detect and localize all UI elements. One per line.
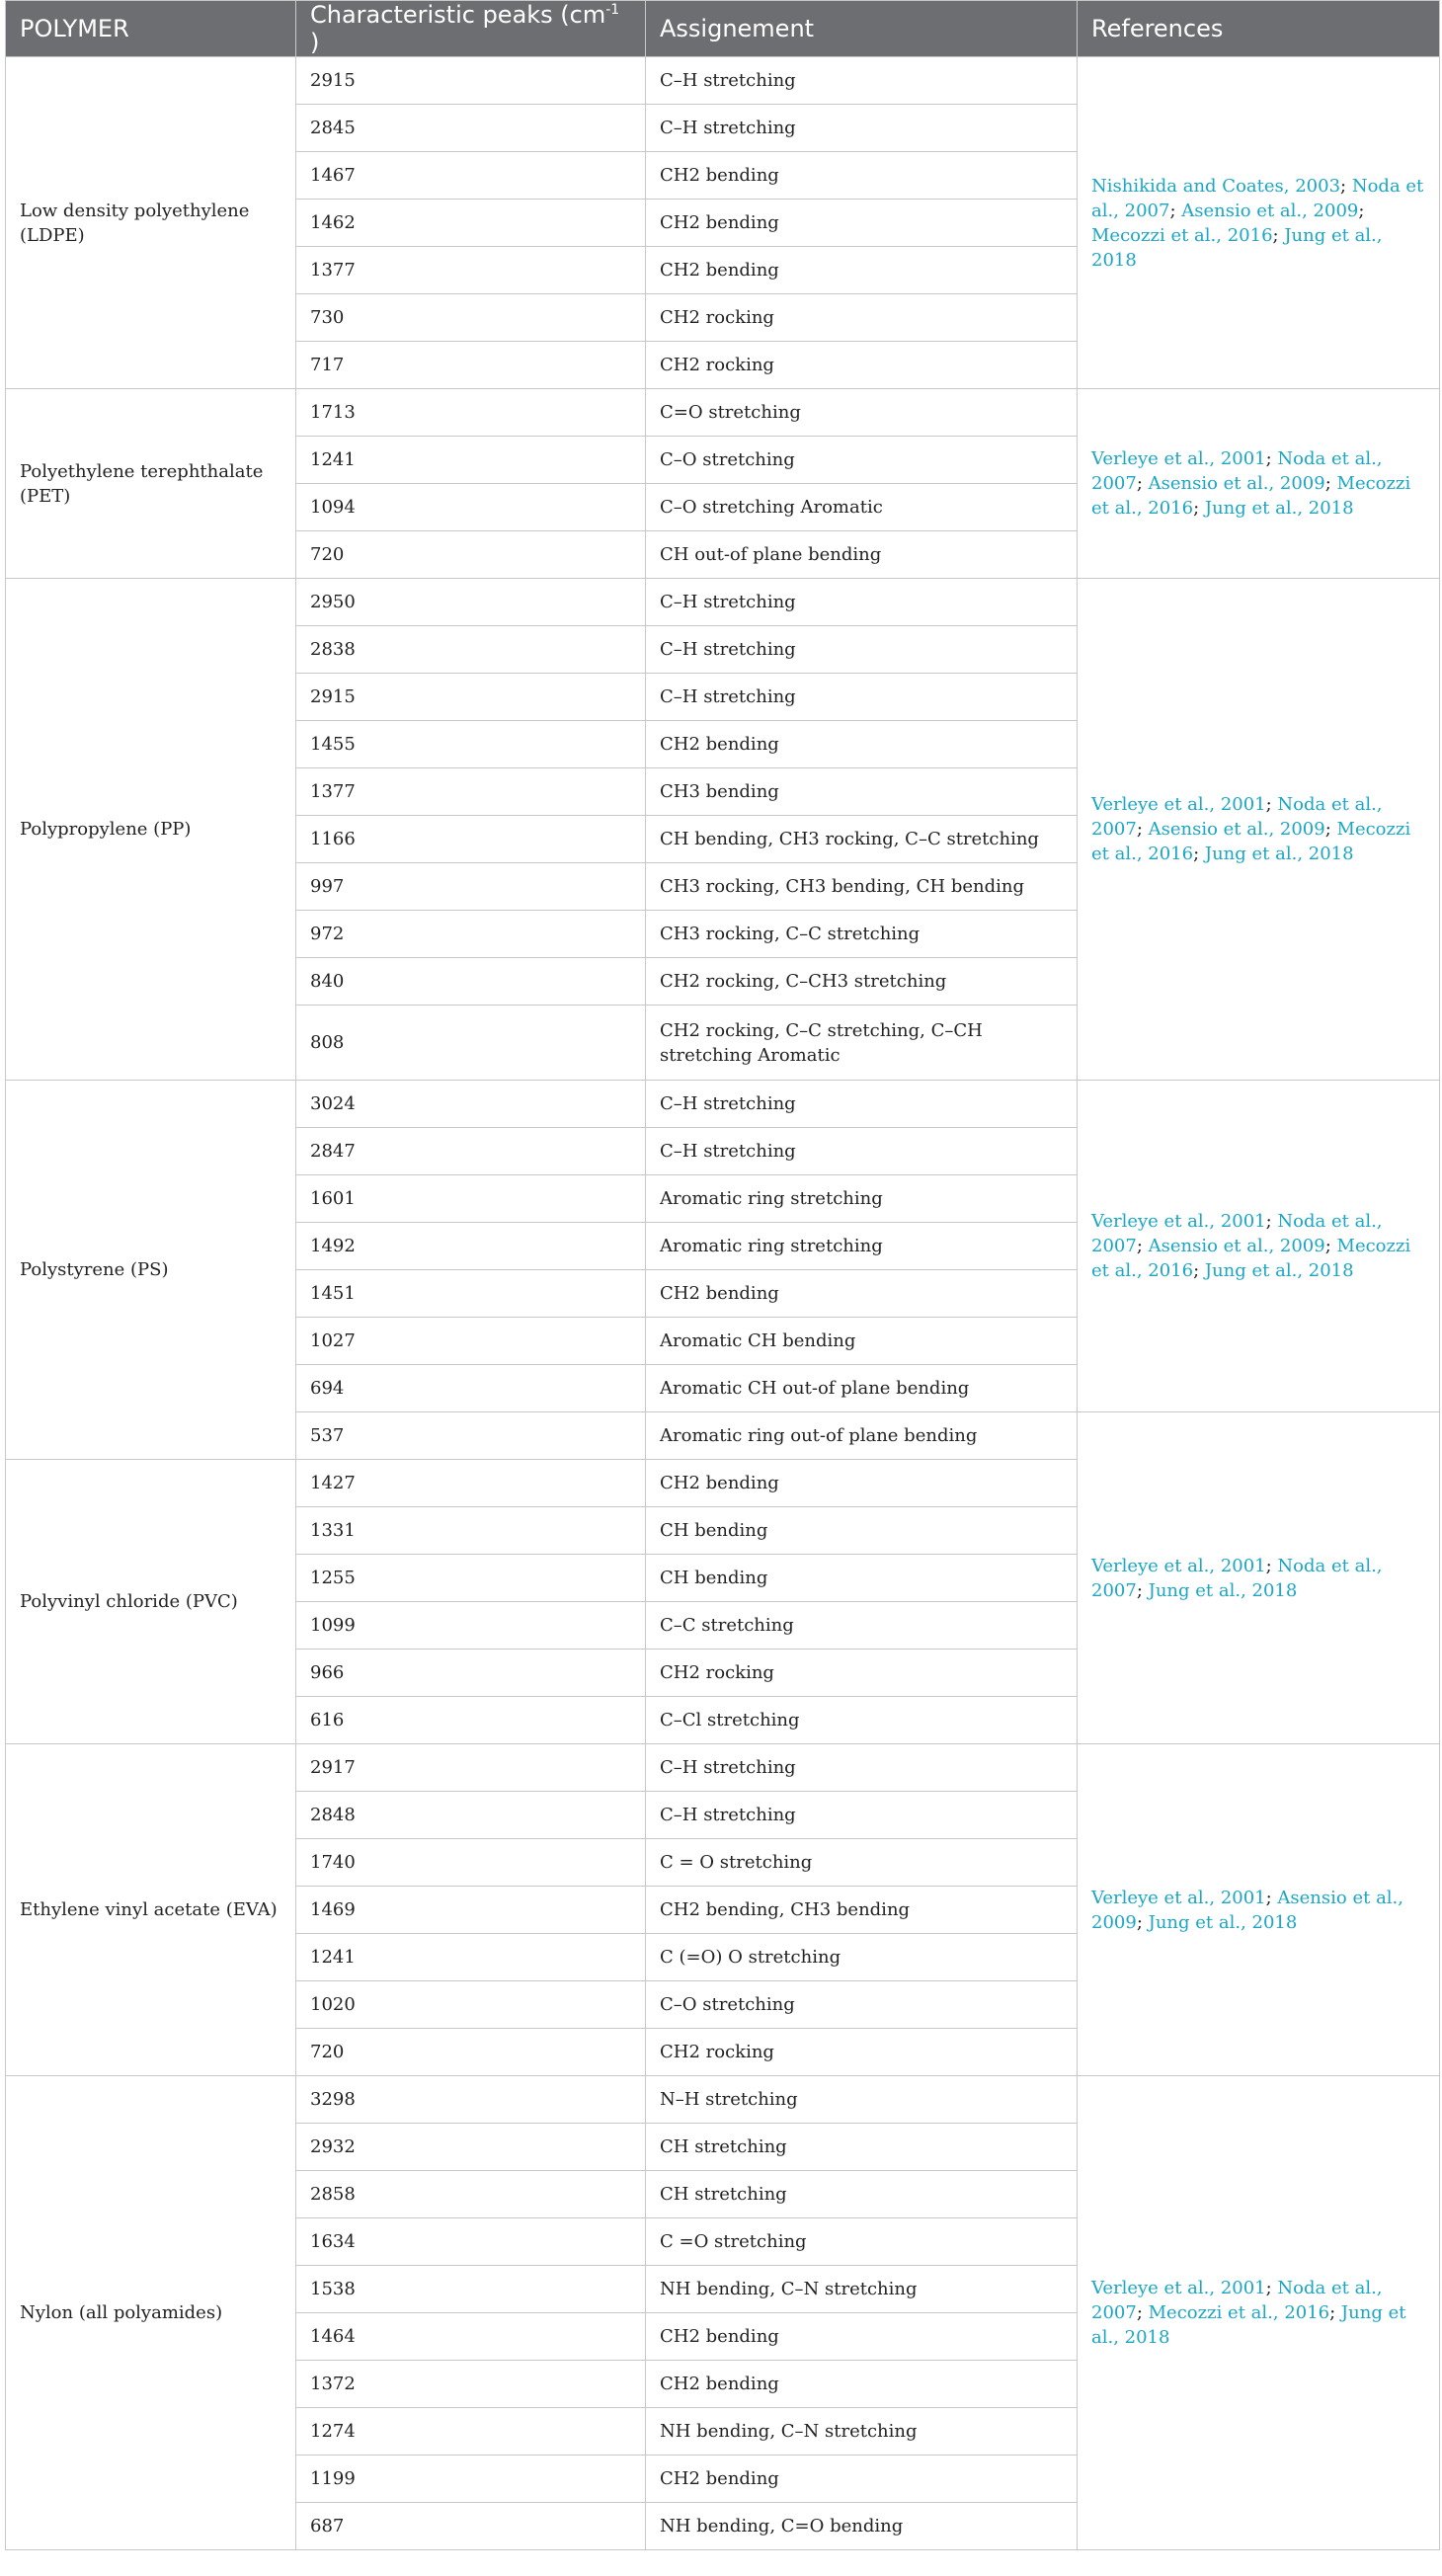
- assignment-cell: CH2 rocking: [646, 294, 1078, 342]
- assignment-cell: C–C stretching: [646, 1602, 1078, 1650]
- assignment-cell: C (=O) O stretching: [646, 1934, 1078, 1981]
- table-wrapper: [5, 0, 1439, 2550]
- peak-cell: 972: [296, 911, 646, 958]
- assignment-cell: C–H stretching: [646, 1081, 1078, 1128]
- peak-cell: 1241: [296, 1934, 646, 1981]
- peak-cell: 1451: [296, 1270, 646, 1318]
- peak-cell: 966: [296, 1650, 646, 1697]
- peak-cell: 1255: [296, 1555, 646, 1602]
- peak-cell: 687: [296, 2503, 646, 2550]
- reference-link[interactable]: Mecozzi et al., 2016: [1091, 1236, 1411, 1281]
- peak-cell: 1427: [296, 1460, 646, 1507]
- peak-cell: 1469: [296, 1887, 646, 1934]
- reference-separator: ;: [1358, 200, 1365, 221]
- reference-separator: ;: [1193, 1260, 1205, 1281]
- assignment-cell: C–H stretching: [646, 105, 1078, 152]
- reference-link[interactable]: Noda et al., 2007: [1091, 2278, 1383, 2323]
- reference-link[interactable]: Verleye et al., 2001: [1091, 1555, 1266, 1576]
- references-cell: [1078, 57, 1440, 389]
- peak-cell: 1377: [296, 768, 646, 816]
- reference-link[interactable]: Asensio et al., 2009: [1181, 200, 1359, 221]
- peak-cell: 1020: [296, 1981, 646, 2029]
- assignment-cell: C–O stretching: [646, 437, 1078, 484]
- assignment-cell: CH3 bending: [646, 768, 1078, 816]
- assignment-cell: CH2 bending: [646, 2361, 1078, 2408]
- reference-link[interactable]: Noda et al., 2007: [1091, 448, 1383, 494]
- peak-cell: 1199: [296, 2455, 646, 2503]
- reference-link[interactable]: Noda et al., 2007: [1091, 794, 1383, 840]
- header-references: References: [1078, 1, 1440, 57]
- reference-link[interactable]: Verleye et al., 2001: [1091, 2278, 1266, 2298]
- reference-separator: ;: [1272, 224, 1285, 246]
- peak-cell: 730: [296, 294, 646, 342]
- assignment-cell: C–H stretching: [646, 1128, 1078, 1175]
- peak-cell: 808: [296, 1006, 646, 1081]
- polymer-name-cell: Polystyrene (PS): [6, 1081, 296, 1460]
- peak-cell: 720: [296, 2029, 646, 2076]
- assignment-cell: C–O stretching: [646, 1981, 1078, 2029]
- assignment-cell: CH2 bending, CH3 bending: [646, 1887, 1078, 1934]
- peak-cell: 3024: [296, 1081, 646, 1128]
- reference-separator: ;: [1136, 1236, 1149, 1256]
- reference-separator: ;: [1169, 200, 1182, 221]
- assignment-cell: CH3 rocking, C–C stretching: [646, 911, 1078, 958]
- reference-separator: ;: [1265, 1887, 1278, 1908]
- assignment-cell: CH bending: [646, 1555, 1078, 1602]
- assignment-cell: CH out-of plane bending: [646, 531, 1078, 579]
- references-cell: [1078, 1081, 1440, 1412]
- assignment-cell: CH2 rocking, C–CH3 stretching: [646, 958, 1078, 1006]
- references-cell: [1078, 389, 1440, 579]
- reference-link[interactable]: Jung et al., 2018: [1148, 1579, 1298, 1601]
- polymer-peaks-table: [5, 0, 1440, 2550]
- table-row: [6, 1081, 1440, 1128]
- assignment-cell: NH bending, C=O bending: [646, 2503, 1078, 2550]
- table-row: [6, 1744, 1440, 1792]
- assignment-cell: CH2 rocking, C–C stretching, C–CH stretching Aromatic: [646, 1006, 1078, 1081]
- header-peaks-unit-sup: -1: [605, 2, 620, 18]
- assignment-cell: CH2 rocking: [646, 342, 1078, 389]
- peak-cell: 1241: [296, 437, 646, 484]
- assignment-cell: Aromatic CH out-of plane bending: [646, 1365, 1078, 1412]
- assignment-cell: C–Cl stretching: [646, 1697, 1078, 1744]
- header-assignment: Assignement: [646, 1, 1078, 57]
- reference-separator: ;: [1324, 819, 1337, 840]
- assignment-cell: Aromatic ring stretching: [646, 1175, 1078, 1223]
- assignment-cell: Aromatic ring stretching: [646, 1223, 1078, 1270]
- assignment-cell: C = O stretching: [646, 1839, 1078, 1887]
- peak-cell: 2847: [296, 1128, 646, 1175]
- peak-cell: 2845: [296, 105, 646, 152]
- peak-cell: 717: [296, 342, 646, 389]
- assignment-cell: CH2 bending: [646, 247, 1078, 294]
- polymer-name-cell: Polyvinyl chloride (PVC): [6, 1460, 296, 1744]
- peak-cell: 2915: [296, 57, 646, 105]
- assignment-cell: C–H stretching: [646, 1792, 1078, 1839]
- reference-separator: ;: [1136, 1579, 1149, 1601]
- references-cell: [1078, 2076, 1440, 2550]
- assignment-cell: NH bending, C–N stretching: [646, 2266, 1078, 2313]
- references-cell: [1078, 1744, 1440, 2076]
- peak-cell: 2917: [296, 1744, 646, 1792]
- peak-cell: 1274: [296, 2408, 646, 2455]
- assignment-cell: CH2 bending: [646, 2313, 1078, 2361]
- assignment-cell: C =O stretching: [646, 2218, 1078, 2266]
- reference-link[interactable]: Asensio et al., 2009: [1148, 473, 1325, 494]
- peak-cell: 616: [296, 1697, 646, 1744]
- reference-separator: ;: [1136, 1911, 1149, 1933]
- reference-link[interactable]: Nishikida and Coates, 2003: [1091, 175, 1341, 197]
- reference-link[interactable]: Jung et al., 2018: [1091, 224, 1383, 271]
- reference-separator: ;: [1340, 175, 1352, 197]
- peak-cell: 1467: [296, 152, 646, 200]
- reference-link[interactable]: Mecozzi et al., 2016: [1091, 473, 1411, 519]
- reference-link[interactable]: Verleye et al., 2001: [1091, 1211, 1266, 1232]
- assignment-cell: CH2 bending: [646, 152, 1078, 200]
- table-row: [6, 2076, 1440, 2124]
- peak-cell: 1331: [296, 1507, 646, 1555]
- reference-link[interactable]: Jung et al., 2018: [1204, 498, 1354, 519]
- assignment-cell: CH stretching: [646, 2124, 1078, 2171]
- table-row: [6, 389, 1440, 437]
- header-polymer: POLYMER: [6, 1, 296, 57]
- assignment-cell: C–H stretching: [646, 674, 1078, 721]
- reference-separator: ;: [1136, 473, 1149, 494]
- header-peaks: [296, 1, 646, 57]
- assignment-cell: C–O stretching Aromatic: [646, 484, 1078, 531]
- peak-cell: 1094: [296, 484, 646, 531]
- peak-cell: 537: [296, 1412, 646, 1460]
- assignment-cell: CH2 bending: [646, 1270, 1078, 1318]
- reference-separator: ;: [1265, 1211, 1278, 1232]
- header-peaks-text: Characteristic peaks (cm: [310, 1, 606, 29]
- peak-cell: 997: [296, 863, 646, 911]
- header-peaks-end: ): [310, 29, 320, 56]
- assignment-cell: Aromatic CH bending: [646, 1318, 1078, 1365]
- reference-separator: ;: [1136, 819, 1149, 840]
- reference-separator: ;: [1193, 844, 1205, 864]
- reference-link[interactable]: Jung et al., 2018: [1204, 1260, 1354, 1281]
- reference-separator: ;: [1265, 1555, 1278, 1576]
- polymer-name-cell: Low density polyethylene (LDPE): [6, 57, 296, 389]
- peak-cell: 1099: [296, 1602, 646, 1650]
- peak-cell: 840: [296, 958, 646, 1006]
- assignment-cell: CH stretching: [646, 2171, 1078, 2218]
- peak-cell: 1601: [296, 1175, 646, 1223]
- peak-cell: 2858: [296, 2171, 646, 2218]
- polymer-name-cell: Ethylene vinyl acetate (EVA): [6, 1744, 296, 2076]
- reference-link[interactable]: Asensio et al., 2009: [1148, 1236, 1325, 1256]
- table-row: [6, 57, 1440, 105]
- reference-link[interactable]: Jung et al., 2018: [1204, 844, 1354, 864]
- assignment-cell: N–H stretching: [646, 2076, 1078, 2124]
- table-body: [6, 57, 1440, 2550]
- peak-cell: 1464: [296, 2313, 646, 2361]
- reference-link[interactable]: Mecozzi et al., 2016: [1091, 819, 1411, 864]
- reference-link[interactable]: Jung et al., 2018: [1148, 1911, 1298, 1933]
- assignment-cell: C–H stretching: [646, 626, 1078, 674]
- reference-link[interactable]: Verleye et al., 2001: [1091, 794, 1266, 815]
- peak-cell: 1634: [296, 2218, 646, 2266]
- reference-link[interactable]: Noda et al., 2007: [1091, 1211, 1383, 1256]
- assignment-cell: CH2 bending: [646, 1460, 1078, 1507]
- assignment-cell: C–H stretching: [646, 57, 1078, 105]
- peak-cell: 694: [296, 1365, 646, 1412]
- peak-cell: 2838: [296, 626, 646, 674]
- reference-link[interactable]: Verleye et al., 2001: [1091, 448, 1266, 469]
- assignment-cell: CH2 rocking: [646, 2029, 1078, 2076]
- peak-cell: 1372: [296, 2361, 646, 2408]
- assignment-cell: C=O stretching: [646, 389, 1078, 437]
- assignment-cell: C–H stretching: [646, 579, 1078, 626]
- reference-link[interactable]: Noda et al., 2007: [1091, 1555, 1383, 1601]
- reference-separator: ;: [1329, 2302, 1341, 2323]
- reference-separator: ;: [1265, 794, 1278, 815]
- peak-cell: 1740: [296, 1839, 646, 1887]
- reference-separator: ;: [1324, 1236, 1337, 1256]
- assignment-cell: CH2 bending: [646, 200, 1078, 247]
- table-header: [6, 1, 1440, 57]
- assignment-cell: CH2 rocking: [646, 1650, 1078, 1697]
- peak-cell: 1492: [296, 1223, 646, 1270]
- reference-link[interactable]: Verleye et al., 2001: [1091, 1887, 1266, 1908]
- reference-link[interactable]: Asensio et al., 2009: [1091, 1887, 1403, 1933]
- reference-link[interactable]: Jung et al., 2018: [1091, 2302, 1406, 2348]
- peak-cell: 1455: [296, 721, 646, 768]
- peak-cell: 2915: [296, 674, 646, 721]
- reference-link[interactable]: Noda et al., 2007: [1091, 175, 1424, 221]
- peak-cell: 1538: [296, 2266, 646, 2313]
- assignment-cell: CH2 bending: [646, 721, 1078, 768]
- reference-link[interactable]: Mecozzi et al., 2016: [1148, 2302, 1330, 2323]
- peak-cell: 2950: [296, 579, 646, 626]
- assignment-cell: NH bending, C–N stretching: [646, 2408, 1078, 2455]
- peak-cell: 1462: [296, 200, 646, 247]
- peak-cell: 1166: [296, 816, 646, 863]
- reference-link[interactable]: Asensio et al., 2009: [1148, 819, 1325, 840]
- polymer-name-cell: Polyethylene terephthalate (PET): [6, 389, 296, 579]
- reference-separator: ;: [1193, 498, 1205, 519]
- reference-separator: ;: [1136, 2302, 1149, 2323]
- peak-cell: 3298: [296, 2076, 646, 2124]
- assignment-cell: CH3 rocking, CH3 bending, CH bending: [646, 863, 1078, 911]
- peak-cell: 1027: [296, 1318, 646, 1365]
- polymer-name-cell: Nylon (all polyamides): [6, 2076, 296, 2550]
- peak-cell: 1377: [296, 247, 646, 294]
- references-cell: [1078, 579, 1440, 1081]
- reference-separator: ;: [1265, 2278, 1278, 2298]
- header-row: [6, 1, 1440, 57]
- reference-separator: ;: [1265, 448, 1278, 469]
- table-row: [6, 579, 1440, 626]
- reference-separator: ;: [1324, 473, 1337, 494]
- peak-cell: 2848: [296, 1792, 646, 1839]
- assignment-cell: Aromatic ring out-of plane bending: [646, 1412, 1078, 1460]
- assignment-cell: CH bending: [646, 1507, 1078, 1555]
- peak-cell: 1713: [296, 389, 646, 437]
- peak-cell: 720: [296, 531, 646, 579]
- polymer-name-cell: Polypropylene (PP): [6, 579, 296, 1081]
- reference-link[interactable]: Mecozzi et al., 2016: [1091, 224, 1273, 246]
- references-cell: [1078, 1412, 1440, 1744]
- assignment-cell: C–H stretching: [646, 1744, 1078, 1792]
- peak-cell: 2932: [296, 2124, 646, 2171]
- assignment-cell: CH bending, CH3 rocking, C–C stretching: [646, 816, 1078, 863]
- assignment-cell: CH2 bending: [646, 2455, 1078, 2503]
